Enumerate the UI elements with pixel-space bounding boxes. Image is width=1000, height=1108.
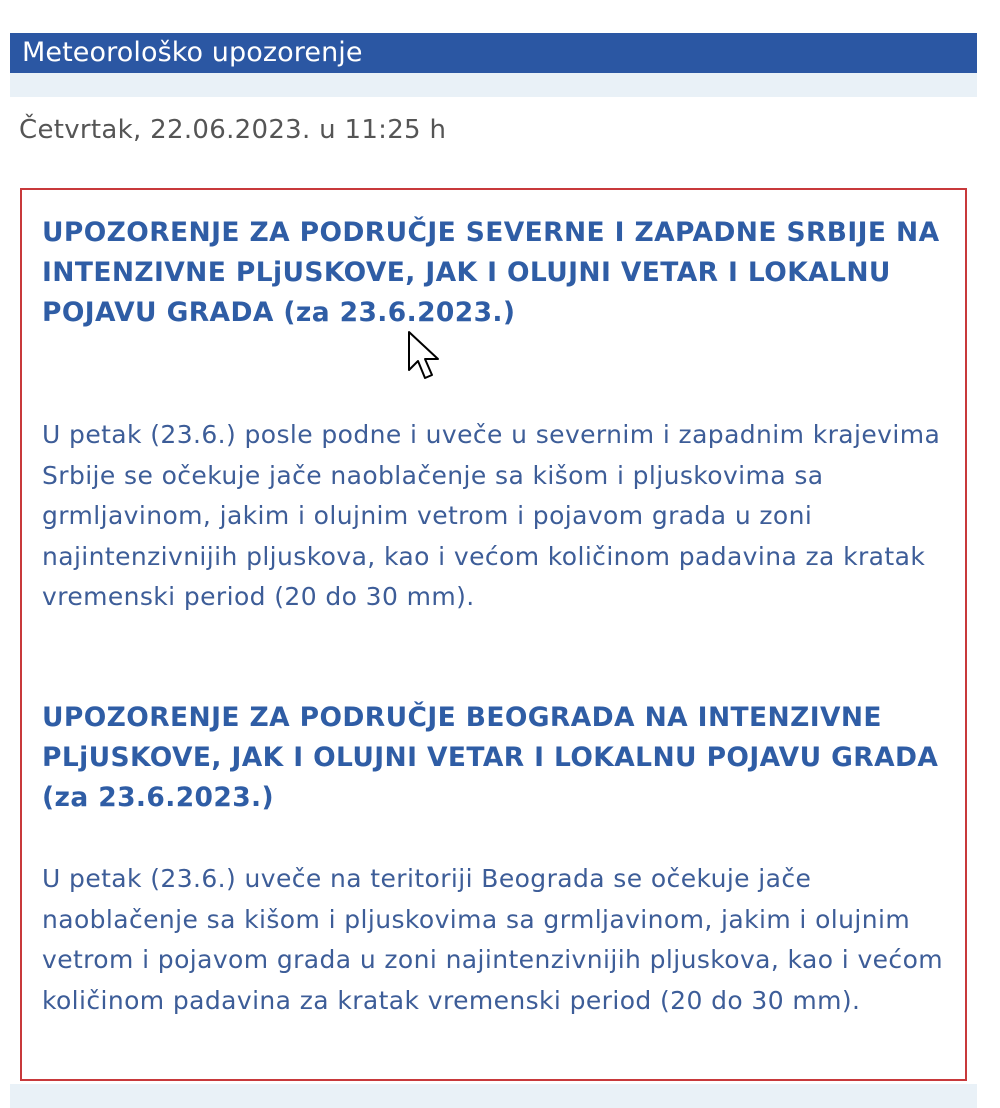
- page-title: Meteorološko upozorenje: [22, 37, 363, 68]
- page-title-bar: [10, 33, 977, 73]
- warning-text-north-west-serbia: U petak (23.6.) posle podne i uveče u severnim i zapadnim krajevima Srbije se očekuje jače naoblačenje sa kišom i pljuskovima sa grmljavinom, jakim i olujnim vetrom i pojavom grada u zoni najintenzivnijih pljuskova, kao i većom količinom padavina za kratak vremenski period (20 do 30 mm).: [42, 420, 941, 611]
- header-underline-strip: [10, 73, 977, 97]
- warning-heading-belgrade: UPOZORENJE ZA PODRUČJE BEOGRADA NA INTENZIVNE PLjUSKOVE, JAK I OLUJNI VETAR I LOKALNU POJAVU GRADA (za 23.6.2023.): [42, 702, 939, 813]
- footer-strip: [10, 1084, 977, 1108]
- warning-heading-north-west-serbia: UPOZORENJE ZA PODRUČJE SEVERNE I ZAPADNE SRBIJE NA INTENZIVNE PLjUSKOVE, JAK I OLUJNI VETAR I LOKALNU POJAVU GRADA (za 23.6.2023.): [42, 217, 940, 328]
- mouse-pointer-icon: [407, 330, 443, 382]
- issued-datetime: Četvrtak, 22.06.2023. u 11:25 h: [19, 115, 447, 145]
- warning-box: [20, 188, 967, 1081]
- warning-text-belgrade: U petak (23.6.) uveče na teritoriji Beograda se očekuje jače naoblačenje sa kišom i pljuskovima sa grmljavinom, jakim i olujnim vetrom i pojavom grada u zoni najintenzivnijih pljuskova, kao i većom količinom padavina za kratak vremenski period (20 do 30 mm).: [42, 864, 944, 1015]
